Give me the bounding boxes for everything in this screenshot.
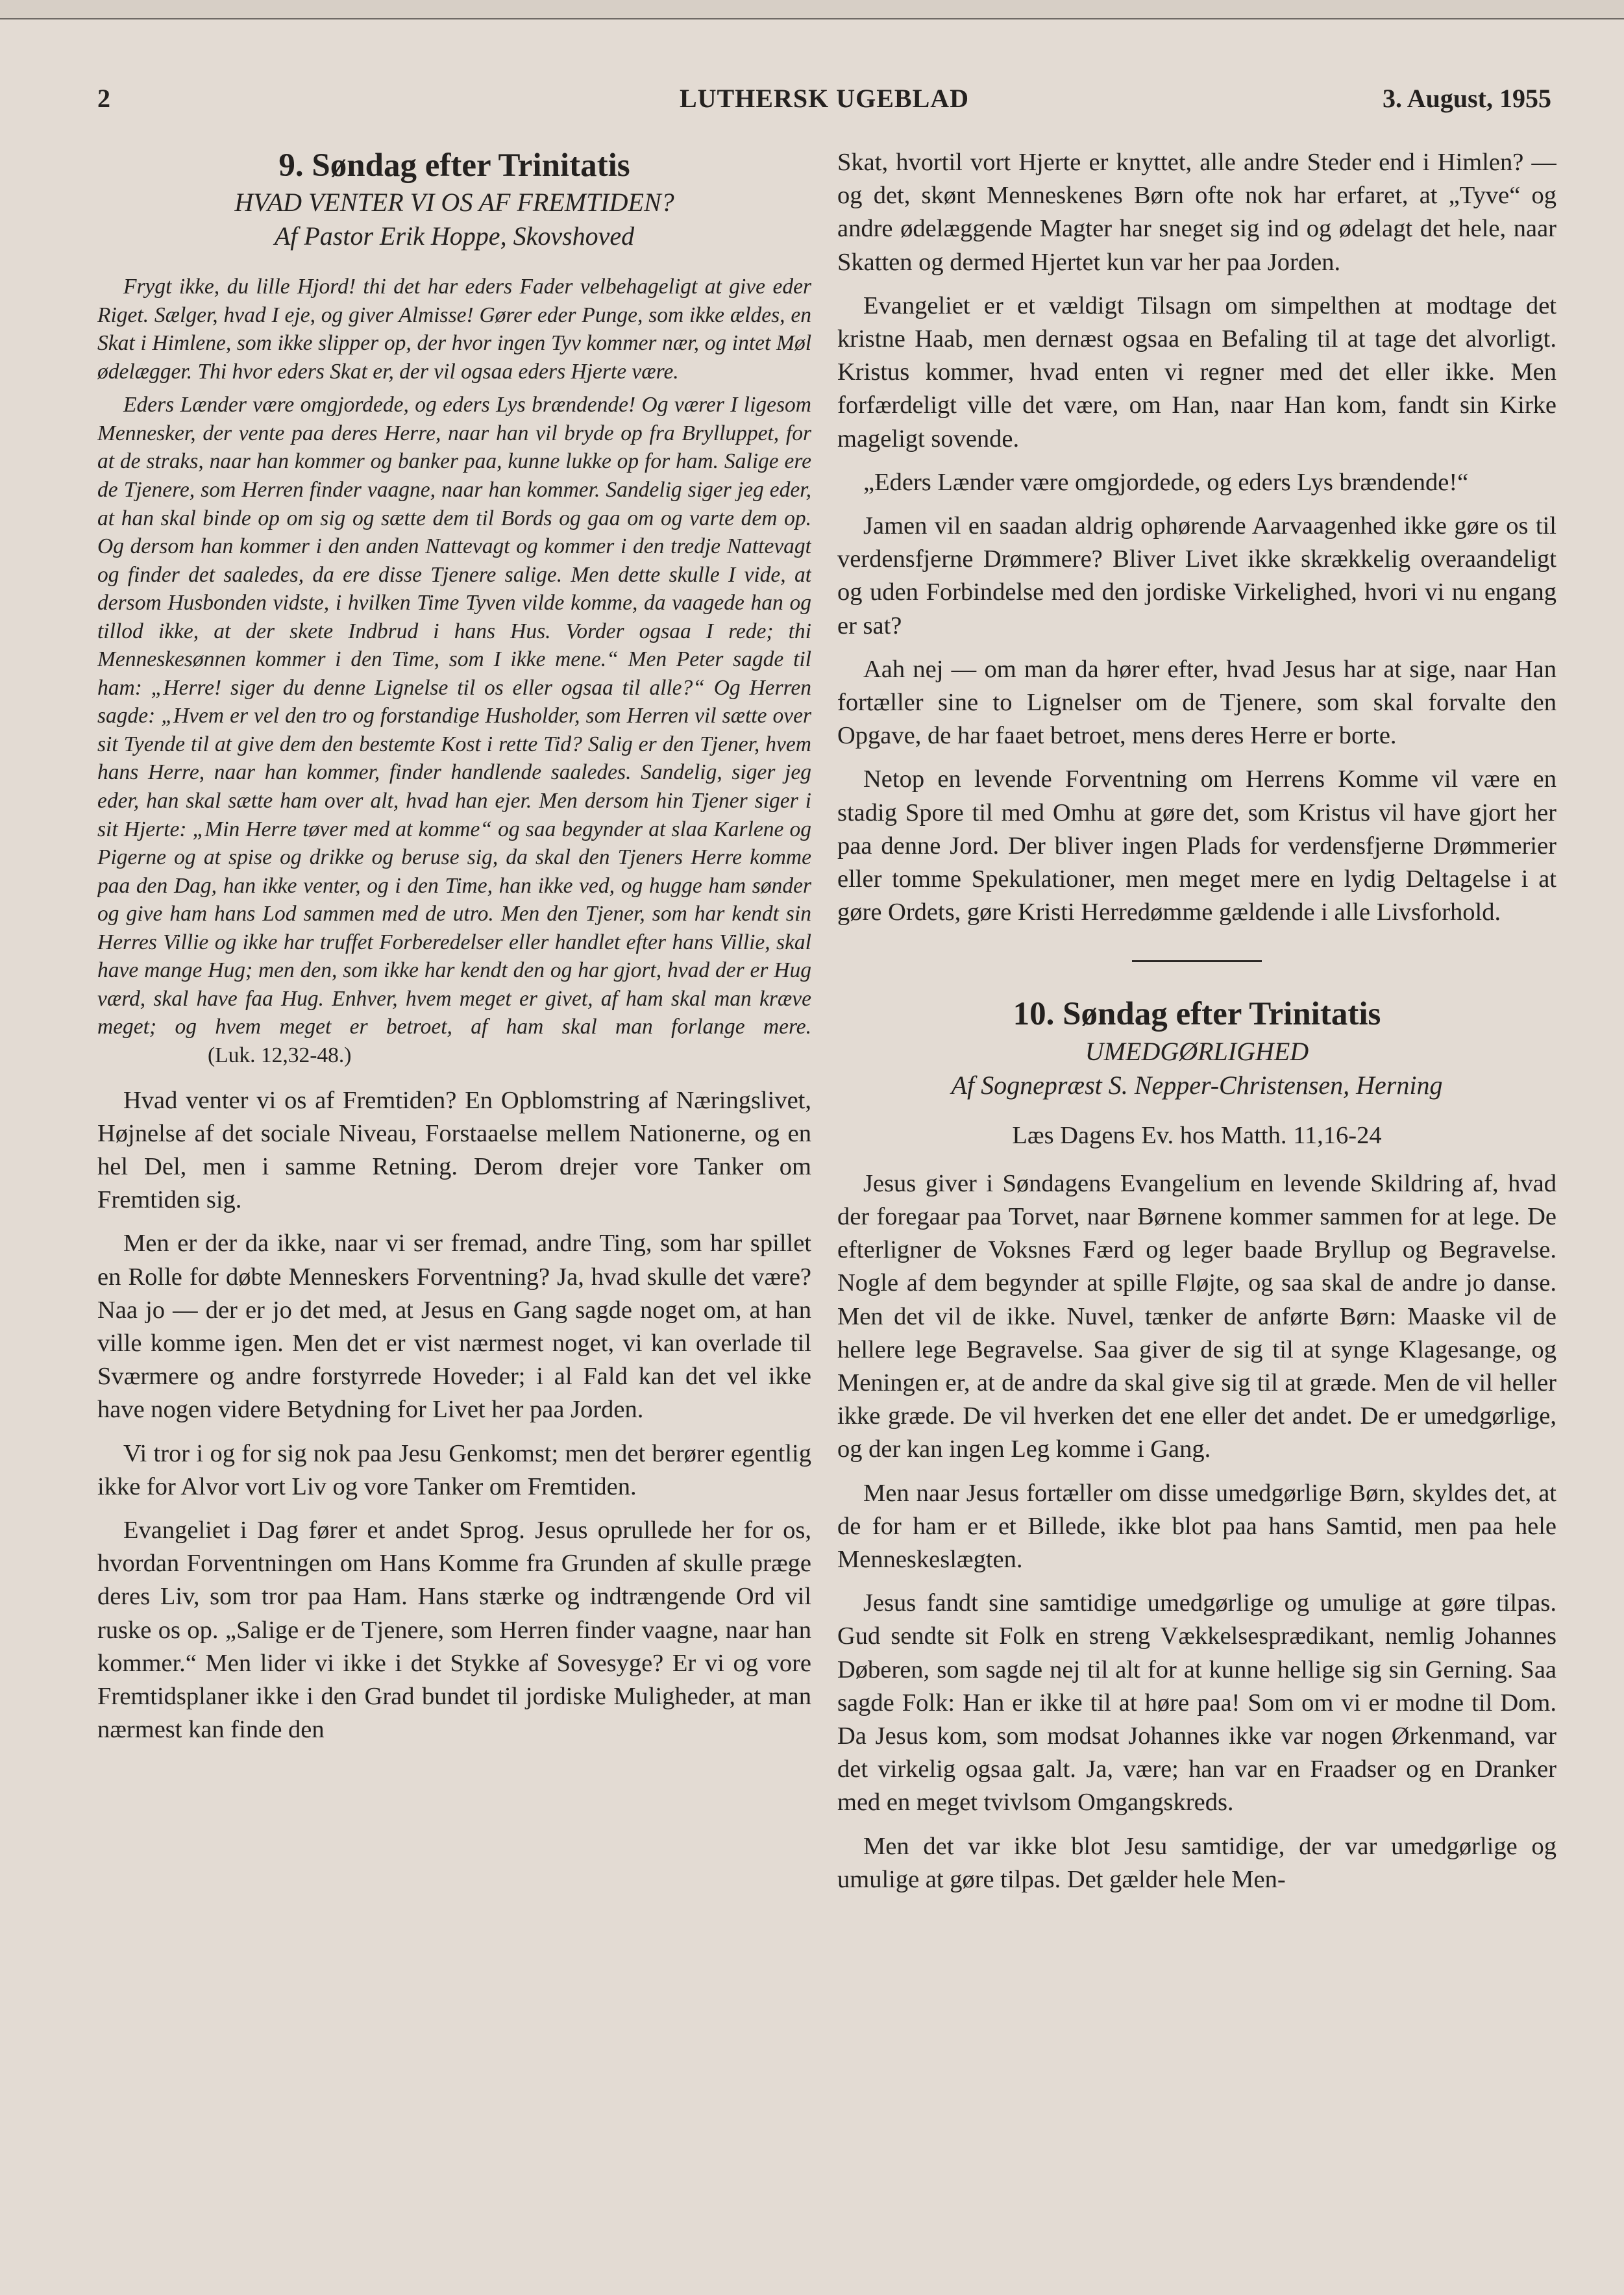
- body-paragraph: Netop en levende Forventning om Herrens Komme vil være en stadig Spore til med Omhu at gøre det, som Kristus vil have gjort her paa denne Jord. Der bliver ingen Plads for verdensfjerne Drømmerier eller tomme Spekulationer, men meget mere en lydig Deltagelse i at gøre Ordets, gøre Kristi Herredømme gældende i alle Livsforhold.: [837, 765, 1556, 926]
- body-paragraph: Jamen vil en saadan aldrig ophørende Aarvaagenhed ikke gøre os til verdensfjerne Drømmere? Bliver Livet ikke skrækkelig overaandeligt og uden Forbindelse med den jordiske Virkelighed, hvori vi nu engang er sat?: [837, 512, 1556, 639]
- section-1-byline: Af Pastor Erik Hoppe, Skovshoved: [274, 221, 635, 251]
- page-header: [97, 83, 1551, 122]
- scripture-paragraph: Frygt ikke, du lille Hjord! thi det har eders Fader velbehageligt at give eder Riget. Sælger, hvad I eje, og giver Almisse! Gører eder Punge, som ikke ældes, en Skat i Himlene, som ikke slipper op, der hvor ingen Tyv kommer nær, og intet Møl ødelægger. Thi hvor eders Skat er, der vil ogsaa eders Hjerte være.: [97, 275, 811, 384]
- body-paragraph: Evangeliet i Dag fører et andet Sprog. Jesus oprullede her for os, hvordan Forventningen om Hans Komme fra Grunden af skulle præge deres Liv, som tror paa Ham. Hans stærke og indtrængende Ord vil ruske os op. „Salige er de Tjenere, som Herren finder vaagne, naar han kommer.“ Men lider vi ikke i det Stykke af Sovesyge? Er vi og vore Fremtidsplaner ikke i den Grad bundet til jordiske Muligheder, at man nærmest kan finde den: [97, 1516, 811, 1744]
- section-2-reading: Læs Dagens Ev. hos Matth. 11,16-24: [1012, 1121, 1382, 1149]
- body-paragraph: Aah nej — om man da hører efter, hvad Jesus har at sige, naar Han fortæller sine to Lignelser om de Tjenere, som skal forvalte den Opgave, de har faaet betroet, mens deres Herre er borte.: [837, 655, 1556, 750]
- body-paragraph: Evangeliet er et vældigt Tilsagn om simpelthen at modtage det kristne Haab, men dernæst ogsaa en Befaling til at tage det alvorligt. Kristus kommer, hvad enten vi regner med det eller ikke. Men forfærdeligt ville det være, om Han, naar Han kom, fandt sin Kirke mageligt sovende.: [837, 292, 1556, 453]
- section-1-subtitle: HVAD VENTER VI OS AF FREMTIDEN?: [234, 188, 674, 217]
- scripture-reference: (Luk. 12,32-48.): [208, 1043, 352, 1067]
- scripture-paragraph: [97, 391, 811, 1069]
- body-paragraph: Vi tror i og for sig nok paa Jesu Genkomst; men det berører egentlig ikke for Alvor vort Liv og vore Tanker om Fremtiden.: [97, 1439, 811, 1500]
- publication-title: LUTHERSK UGEBLAD: [679, 84, 970, 113]
- body-paragraph: Men er der da ikke, naar vi ser fremad, andre Ting, som har spillet en Rolle for døbte Menneskers Forventning? Ja, hvad skulle det være? Naa jo — der er jo det med, at Jesus en Gang sagde noget om, at han ville komme igen. Men det er vist nærmest noget, vi kan overlade til Sværmere og andre forstyrrede Hoveder; i al Fald kan det vel ikke have nogen videre Betydning for Livet her paa Jorden.: [97, 1230, 811, 1424]
- section-1-title: 9. Søndag efter Trinitatis: [278, 147, 630, 184]
- body-paragraph: Hvad venter vi os af Fremtiden? En Opblomstring af Næringslivet, Højnelse af det sociale Niveau, Forstaaelse mellem Nationerne, og en hel Del, men i samme Retning. Derom drejer vore Tanker om Fremtiden sig.: [97, 1086, 811, 1214]
- body-paragraph: Jesus fandt sine samtidige umedgørlige og umulige at gøre tilpas. Gud sendte sit Folk en streng Vækkelsesprædikant, nemlig Johannes Døberen, som sagde nej til alt for at kunne hellige sig sin Gerning. Saa sagde Folk: Han er ikke til at høre paa! Som om vi er modne til Dom. Da Jesus kom, som modsat Johannes ikke var nogen Ørkenmand, var det virkelig ogsaa galt. Ja, være; han var en Fraadser og en Dranker med en meget tvivlsom Omgangskreds.: [837, 1589, 1556, 1817]
- section-divider: [1132, 960, 1262, 962]
- scan-top-edge: [0, 0, 1624, 19]
- body-paragraph: Jesus giver i Søndagens Evangelium en levende Skildring af, hvad der foregaar paa Torvet, naar Børnene kommer sammen for at lege. De efterligner de Voksnes Færd og leger baade Bryllup og Begravelse. Nogle af dem begynder at spille Fløjte, og saa skal de andre jo danse. Men det vil de ikke. Nuvel, tænker de anførte Børn: Maaske vil de hellere lege Begravelse. Saa giver de sig til at synge Klagesange, og Meningen er, at de andre da skal give sig til at græde. Men de vil heller ikke græde. De vil hverken det ene eller det andet. De er umedgørlige, og der kan ingen Leg komme i Gang.: [837, 1169, 1556, 1463]
- section-2-subtitle: UMEDGØRLIGHED: [1085, 1036, 1309, 1066]
- section-2-title: 10. Søndag efter Trinitatis: [1013, 996, 1381, 1033]
- right-column: [837, 146, 1556, 2250]
- scripture-text: Eders Lænder være omgjordede, og eders Lys brændende! Og værer I ligesom Mennesker, der vente paa deres Herre, naar han vil bryde op fra Brylluppet, for at de straks, naar han kommer og banker paa, kunne lukke op for ham. Salige ere de Tjenere, som Herren finder vaagne, naar han kommer. Sandelig siger jeg eder, at han skal binde op om sig og sætte dem til Bords og gaa om og varte dem op. Og dersom han kommer i den anden Nattevagt og kommer i den tredje Nattevagt og finder det saaledes, da ere disse Tjenere salige. Men dette skulle I vide, at dersom Husbonden vidste, i hvilken Time Tyven vilde komme, da vaagede han og tillod ikke, at der skete Indbrud i hans Hus. Vorder ogsaa I rede; thi Menneskesønnen kommer i den Time, som I ikke mene.“ Men Peter sagde til ham: „Herre! siger du denne Lignelse til os eller ogsaa til alle?“ Og Herren sagde: „Hvem er vel den tro og forstandige Husholder, som Herren vil sætte over sit Tyende til at give dem den bestemte Kost i rette Tid? Salig er den Tjener, hvem hans Herre, naar han kommer, finder handlende saaledes. Sandelig, siger jeg eder, han skal sætte ham over alt, hvad han ejer. Men dersom hin Tjener siger i sit Hjerte: „Min Herre tøver med at komme“ og saa begynder at slaa Karlene og Pigerne og at spise og drikke og beruse sig, da skal den Tjeners Herre komme paa den Dag, han ikke venter, og i den Time, han ikke ved, og hugge ham sønder og give ham hans Lod sammen med de utro. Men den Tjener, som har kendt sin Herres Villie og ikke har truffet Forberedelser eller handlet efter hans Villie, skal have mange Hug; men den, som ikke har kendt den og har gjort, hvad der er Hug værd, skal have faa Hug. Enhver, hvem meget er givet, af ham skal man kræve meget; og hvem meget er betroet, af ham skal man forlange mere.: [97, 393, 811, 1039]
- body-paragraph: Men det var ikke blot Jesu samtidige, der var umedgørlige og umulige at gøre tilpas. Det gælder hele Men-: [837, 1832, 1556, 1893]
- body-paragraph: Skat, hvortil vort Hjerte er knyttet, alle andre Steder end i Himlen? — og det, skønt Menneskenes Børn ofte nok har erfaret, at „Tyve“ og andre ødelæggende Magter har sneget sig ind og ødelagt det hele, naar Skatten og dermed Hjertet kun var her paa Jorden.: [837, 149, 1556, 276]
- left-column: [97, 146, 811, 2250]
- section-2-byline: Af Sognepræst S. Nepper-Christensen, Herning: [951, 1070, 1443, 1100]
- issue-date: 3. August, 1955: [1382, 84, 1551, 113]
- body-paragraph: „Eders Lænder være omgjordede, og eders Lys brændende!“: [863, 468, 1469, 496]
- body-paragraph: Men naar Jesus fortæller om disse umedgørlige Børn, skyldes det, at de for ham er et Billede, ikke blot paa hans Samtid, men paa hele Menneskeslægten.: [837, 1479, 1556, 1573]
- page-number: 2: [97, 84, 110, 113]
